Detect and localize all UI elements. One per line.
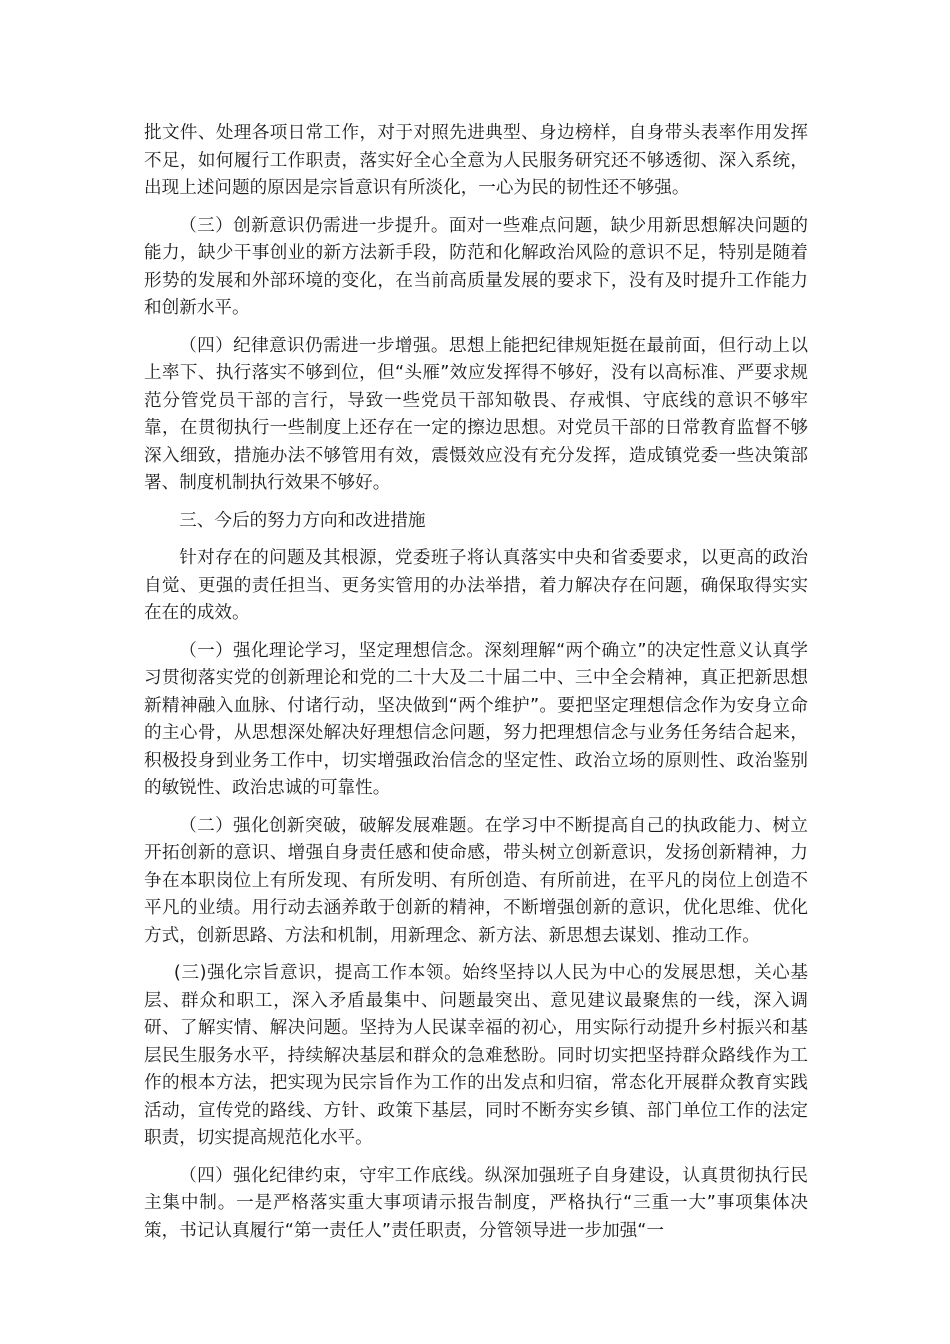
paragraph-continued: 批文件、处理各项日常工作，对于对照先进典型、身边榜样，自身带头表率作用发挥不足，如何履行工作职责，落实好全心全意为人民服务研究还不够透彻、深入系统，出现上述问题的原因是宗旨意识有所淡化，一心为民的韧性还不够强。 bbox=[144, 123, 808, 198]
document-body bbox=[144, 120, 808, 1255]
paragraph-discipline-awareness: （四）纪律意识仍需进一步增强。思想上能把纪律规矩挺在最前面，但行动上以上率下、执行落实不够到位，但“头雁”效应发挥得不够好，没有以高标准、严要求规范分管党员干部的言行，导致一些党员干部知敬畏、存戒惧、守底线的意识不够牢靠，在贯彻执行一些制度上还存在一定的擦边思想。对党员干部的日常教育监督不够深入细致，措施办法不够管用有效，震慑效应没有充分发挥，造成镇党委一些决策部署、制度机制执行效果不够好。 bbox=[144, 335, 808, 493]
paragraph-measures-intro: 针对存在的问题及其根源，党委班子将认真落实中央和省委要求，以更高的政治自觉、更强的责任担当、更务实管用的办法举措，着力解决存在问题，确保取得实实在在的成效。 bbox=[144, 548, 808, 623]
paragraph-discipline-constraint: （四）强化纪律约束，守牢工作底线。纵深加强班子自身建设，认真贯彻执行民主集中制。一是严格落实重大事项请示报告制度，严格执行“三重一大”事项集体决策，书记认真履行“第一责任人”责任职责，分管领导进一步加强“一 bbox=[144, 1165, 808, 1241]
section-heading-improvement-measures: 三、今后的努力方向和改进措施 bbox=[179, 510, 426, 531]
paragraph-theory-study: （一）强化理论学习，坚定理想信念。深刻理解“两个确立”的决定性意义认真学习贯彻落实党的创新理论和党的二十大及二十届二中、三中全会精神，真正把新思想新精神融入血脉、付诸行动，坚决做到“两个维护”。要把坚定理想信念作为安身立命的主心骨，从思想深处解决好理想信念问题，努力把理想信念与业务任务结合起来，积极投身到业务工作中，切实增强政治信念的坚定性、政治立场的原则性、政治鉴别的敏锐性、政治忠诚的可靠性。 bbox=[144, 640, 808, 798]
paragraph-purpose-awareness: (三)强化宗旨意识，提高工作本领。始终坚持以人民为中心的发展思想，关心基层、群众和职工，深入矛盾最集中、问题最突出、意见建议最聚焦的一线，深入调研、了解实情、解决问题。坚持为人民谋幸福的初心，用实际行动提升乡村振兴和基层民生服务水平，持续解决基层和群众的急难愁盼。同时切实把坚持群众路线作为工作的根本方法，把实现为民宗旨作为工作的出发点和归宿，常态化开展群众教育实践活动，宣传党的路线、方针、政策下基层，同时不断夯实乡镇、部门单位工作的法定职责，切实提高规范化水平。 bbox=[144, 963, 808, 1148]
paragraph-innovation-breakthrough: （二）强化创新突破，破解发展难题。在学习中不断提高自己的执政能力、树立开拓创新的意识、增强自身责任感和使命感，带头树立创新意识，发扬创新精神，力争在本职岗位上有所发现、有所发明、有所创造、有所前进，在平凡的岗位上创造不平凡的业绩。用行动去涵养敢于创新的精神，不断增强创新的意识，优化思维、优化方式，创新思路、方法和机制，用新理念、新方法、新思想去谋划、推动工作。 bbox=[144, 815, 808, 946]
paragraph-innovation-awareness: （三）创新意识仍需进一步提升。面对一些难点问题，缺少用新思想解决问题的能力，缺少干事创业的新方法新手段，防范和化解政治风险的意识不足，特别是随着形势的发展和外部环境的变化，在当前高质量发展的要求下，没有及时提升工作能力和创新水平。 bbox=[144, 215, 808, 318]
